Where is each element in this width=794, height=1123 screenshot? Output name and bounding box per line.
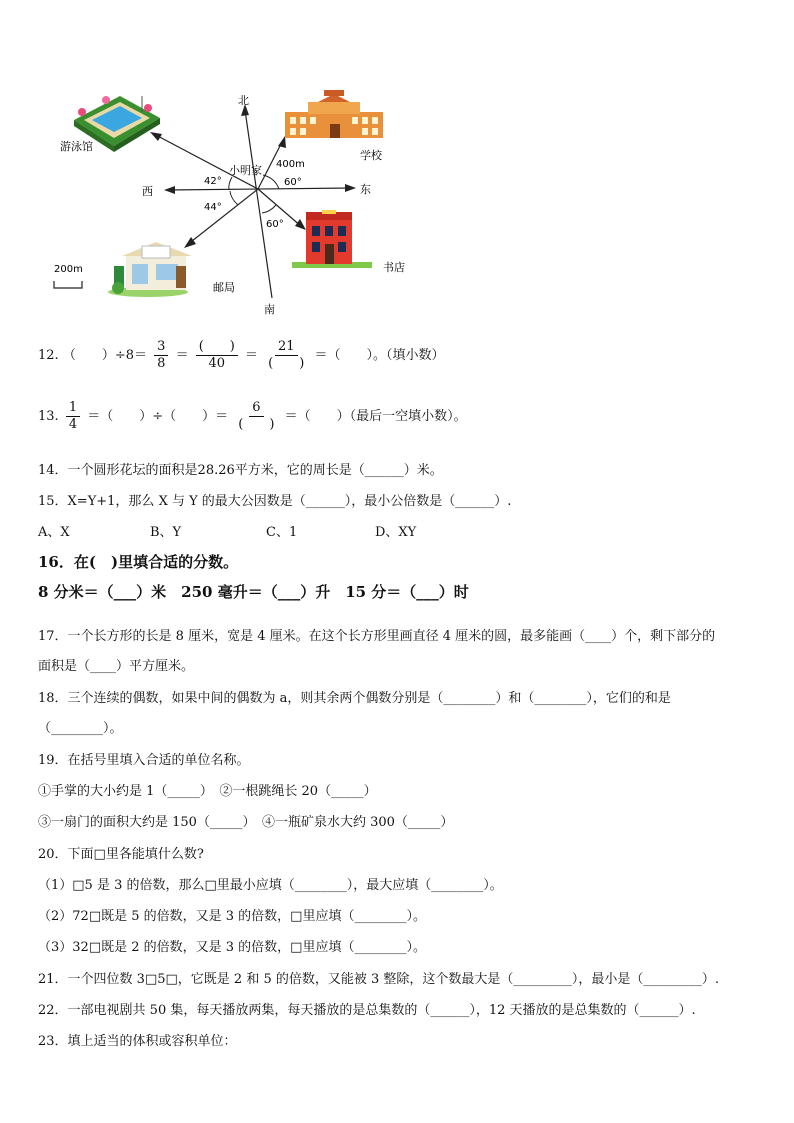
label-school: 学校 [360,149,382,162]
option-b[interactable]: B、Y [150,525,182,540]
label-scale: 200m [54,264,83,275]
label-distance-school: 400m [276,159,305,170]
q12-fraction-3 [265,339,307,372]
q12-part-a: （ ）÷8＝ [62,348,147,363]
q13-fraction-2 [235,400,277,433]
direction-map [0,0,794,330]
q12-f1-den: 8 [157,356,166,371]
label-post: 邮局 [213,281,235,294]
question-20-2: （2）72□既是 5 的倍数，又是 3 的倍数，□里应填（________）。 [38,909,426,924]
arc-school [263,175,279,189]
q13-f2-den[interactable]: ( ) [238,417,275,432]
question-19: 19．在括号里填入合适的单位名称。 [38,753,250,768]
q12-f2-num[interactable]: ( ) [196,339,238,356]
question-15: 15．X=Y+1，那么 X 与 Y 的最大公因数是（______），最小公倍数是（______）. [38,494,512,509]
question-19-items-a: ①手掌的大小约是 1（_____） ②一根跳绳长 20（_____） [38,784,377,799]
question-21: 21．一个四位数 3□5□，它既是 2 和 5 的倍数，又能被 3 整除，这个数最大是（_________），最小是（_________）. [38,972,720,987]
q13-f1-num: 1 [66,400,80,417]
label-angle-post: 44° [204,202,222,213]
label-north: 北 [238,94,249,107]
question-23: 23．填上适当的体积或容积单位： [38,1034,237,1049]
label-south: 南 [264,303,275,316]
q13-f2-num: 6 [249,400,263,417]
arc-post [230,191,238,205]
q12-fraction-2 [196,339,238,372]
question-18-line-1: 18．三个连续的偶数，如果中间的偶数为 a，则其余两个偶数分别是（________）和（________），它们的和是 [38,691,671,706]
q12-f3-den[interactable]: ( ) [268,356,305,371]
option-a[interactable]: A、X [38,525,70,540]
east-west-axis [168,188,352,190]
q12-f3-num: 21 [275,339,298,356]
label-center: 小明家 [229,164,262,177]
question-20-1: （1）□5 是 3 的倍数，那么□里最小应填（________），最大应填（________）。 [38,878,503,893]
label-west: 西 [142,185,153,198]
arc-pool [229,177,232,190]
q13-part-b: ＝（ ）（最后一空填小数）。 [284,409,467,424]
school-icon [285,90,383,138]
arrow-bookstore [295,219,306,230]
option-d[interactable]: D、XY [375,525,417,540]
label-angle-bookstore: 60° [266,219,284,230]
arrow-school [278,136,286,148]
bookstore-icon [292,210,372,268]
question-16-title: 16．在( )里填合适的分数。 [38,553,239,571]
q13-number: 13. [38,409,59,424]
post-office-icon [108,242,192,297]
q12-fraction-1 [154,339,168,372]
ray-post [187,189,258,245]
label-pool: 游泳馆 [60,140,93,153]
label-angle-school: 60° [284,177,302,188]
question-17-line-2: 面积是（____）平方厘米。 [38,659,195,674]
q12-f2-den: 40 [208,356,226,371]
q12-part-b: ＝（ ）。（填小数） [314,348,445,363]
option-c[interactable]: C、1 [266,525,298,540]
arrow-pool [150,132,162,141]
question-14: 14．一个圆形花坛的面积是28.26平方米，它的周长是（______）米。 [38,463,443,478]
q12-eq-2: ＝ [245,348,259,363]
label-angle-pool: 42° [204,176,222,187]
north-south-axis [245,110,272,298]
west-arrow [164,186,175,194]
question-20-3: （3）32□既是 2 的倍数，又是 3 的倍数，□里应填（________）。 [38,940,426,955]
question-20: 20．下面□里各能填什么数? [38,847,204,862]
q13-part-a: ＝（ ）÷（ ）＝ [87,409,229,424]
east-arrow [345,184,356,192]
q12-f1-num: 3 [154,339,168,356]
q13-fraction-1 [66,400,80,433]
question-16-body: 8 分米＝（___）米 250 毫升＝（___）升 15 分＝（___）时 [38,583,469,601]
q13-f1-den: 4 [68,417,78,432]
scale-bar [54,281,82,288]
q12-number: 12. [38,348,59,363]
question-18-line-2: （________）。 [38,721,123,736]
q12-eq-1: ＝ [175,348,189,363]
question-13 [38,400,467,433]
label-east: 东 [360,183,371,196]
question-22: 22．一部电视剧共 50 集，每天播放两集，每天播放的是总集数的（______），12 天播放的是总集数的（______）. [38,1003,696,1018]
question-12 [38,339,444,372]
arc-bookstore [262,205,276,213]
question-17-line-1: 17．一个长方形的长是 8 厘米，宽是 4 厘米。在这个长方形里画直径 4 厘米的圆，最多能画（____）个，剩下部分的 [38,629,716,644]
question-19-items-b: ③一扇门的面积大约是 150（_____） ④一瓶矿泉水大约 300（_____） [38,815,454,830]
label-bookstore: 书店 [383,261,405,274]
